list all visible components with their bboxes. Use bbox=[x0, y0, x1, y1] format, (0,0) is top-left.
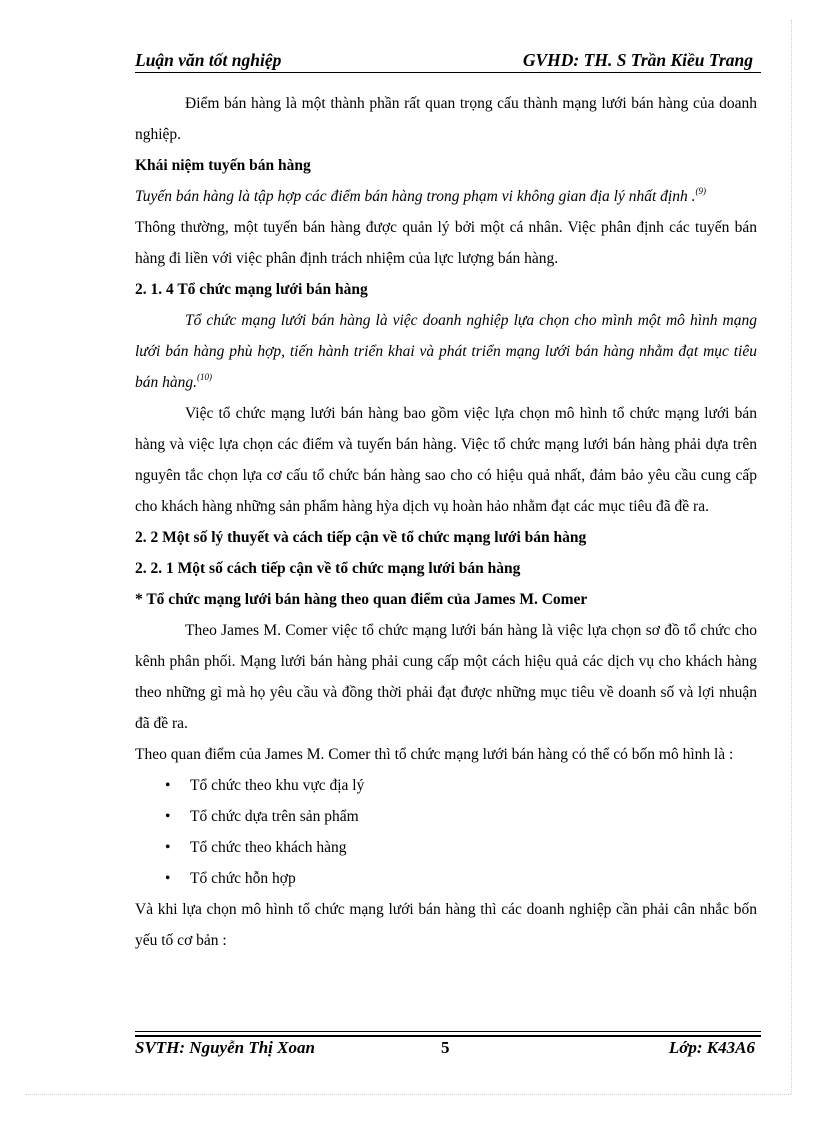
paragraph-to-chuc: Việc tổ chức mạng lưới bán hàng bao gồm việc lựa chọn mô hình tổ chức mạng lưới bán hàng và việc lựa chọn các điểm và tuyến bán hàng. Việc tổ chức mạng lưới bán hàng phải dựa trên nguyên tắc chọn lựa cơ cấu tổ chức bán hàng sao cho có hiệu quả nhất, đảm bảo yêu cầu cung cấp cho khách hàng những sản phẩm hàng hỳa dịch vụ hoàn hảo nhằm đạt các mục tiêu đã đề ra. bbox=[135, 405, 757, 515]
bullet-icon: • bbox=[165, 870, 171, 887]
heading-comer: * Tổ chức mạng lưới bán hàng theo quan điểm của James M. Comer bbox=[135, 591, 588, 608]
footnote-ref-9: (9) bbox=[695, 186, 706, 196]
page-edge-right bbox=[791, 20, 792, 1094]
list-item-text: Tổ chức theo khu vực địa lý bbox=[190, 777, 365, 794]
list-item bbox=[135, 863, 757, 894]
paragraph-diem-ban-hang: Điểm bán hàng là một thành phần rất quan trọng cấu thành mạng lưới bán hàng của doanh nghiệp. bbox=[135, 95, 757, 143]
footnote-ref-10: (10) bbox=[197, 372, 212, 382]
list-item-text: Tổ chức dựa trên sản phẩm bbox=[190, 808, 359, 825]
paragraph-bon-mo-hinh: Theo quan điểm của James M. Comer thì tổ chức mạng lưới bán hàng có thể có bốn mô hình là : bbox=[135, 746, 734, 763]
footer-divider-thick bbox=[135, 1035, 761, 1037]
footer-divider-thin bbox=[135, 1031, 761, 1032]
heading-2-2: 2. 2 Một số lý thuyết và cách tiếp cận về tổ chức mạng lưới bán hàng bbox=[135, 529, 587, 546]
heading-tuyen-ban-hang: Khái niệm tuyến bán hàng bbox=[135, 157, 311, 174]
page-edge-bottom bbox=[25, 1094, 791, 1095]
bullet-icon: • bbox=[165, 777, 171, 794]
page-body bbox=[135, 88, 757, 956]
definition-to-chuc-text: Tổ chức mạng lưới bán hàng là việc doanh nghiệp lựa chọn cho mình một mô hình mạng lưới bán hàng phù hợp, tiến hành triển khai và phát triển mạng lưới bán hàng nhằm đạt mục tiêu bán hàng. bbox=[135, 312, 757, 391]
page-header bbox=[135, 46, 761, 72]
header-thesis-title: Luận văn tốt nghiệp bbox=[135, 50, 282, 70]
list-item bbox=[135, 770, 757, 801]
definition-tuyen-ban-hang bbox=[135, 181, 757, 212]
definition-to-chuc bbox=[135, 305, 757, 398]
header-supervisor: GVHD: TH. S Trần Kiều Trang bbox=[522, 50, 753, 70]
page-footer bbox=[135, 1038, 755, 1062]
list-item-text: Tổ chức theo khách hàng bbox=[190, 839, 347, 856]
definition-tuyen-text: Tuyến bán hàng là tập hợp các điểm bán hàng trong phạm vi không gian địa lý nhất định . bbox=[135, 188, 696, 205]
paragraph-comer: Theo James M. Comer việc tổ chức mạng lưới bán hàng là việc lựa chọn sơ đồ tổ chức cho kênh phân phối. Mạng lưới bán hàng phải cung cấp một cách hiệu quả các dịch vụ cho khách hàng theo những gì mà họ yêu cầu và đồng thời phải đạt được những mục tiêu về doanh số và lợi nhuận đã đề ra. bbox=[135, 622, 757, 732]
list-item-text: Tổ chức hỗn hợp bbox=[190, 870, 296, 887]
list-item bbox=[135, 801, 757, 832]
footer-class: Lớp: K43A6 bbox=[668, 1038, 755, 1057]
page-number: 5 bbox=[441, 1038, 450, 1057]
paragraph-yeu-to: Và khi lựa chọn mô hình tổ chức mạng lưới bán hàng thì các doanh nghiệp cần phải cân nhắc bốn yếu tố cơ bản : bbox=[135, 901, 757, 949]
header-divider bbox=[135, 72, 761, 73]
heading-2-2-1: 2. 2. 1 Một số cách tiếp cận về tổ chức mạng lưới bán hàng bbox=[135, 560, 521, 577]
bullet-icon: • bbox=[165, 839, 171, 856]
heading-2-1-4: 2. 1. 4 Tổ chức mạng lưới bán hàng bbox=[135, 281, 368, 298]
footer-student: SVTH: Nguyễn Thị Xoan bbox=[135, 1038, 315, 1057]
bullet-icon: • bbox=[165, 808, 171, 825]
bullet-list bbox=[135, 770, 757, 894]
list-item bbox=[135, 832, 757, 863]
paragraph-tuyen: Thông thường, một tuyến bán hàng được quản lý bởi một cá nhân. Việc phân định các tuyến bán hàng đi liền với việc phân định trách nhiệm của lực lượng bán hàng. bbox=[135, 219, 757, 267]
